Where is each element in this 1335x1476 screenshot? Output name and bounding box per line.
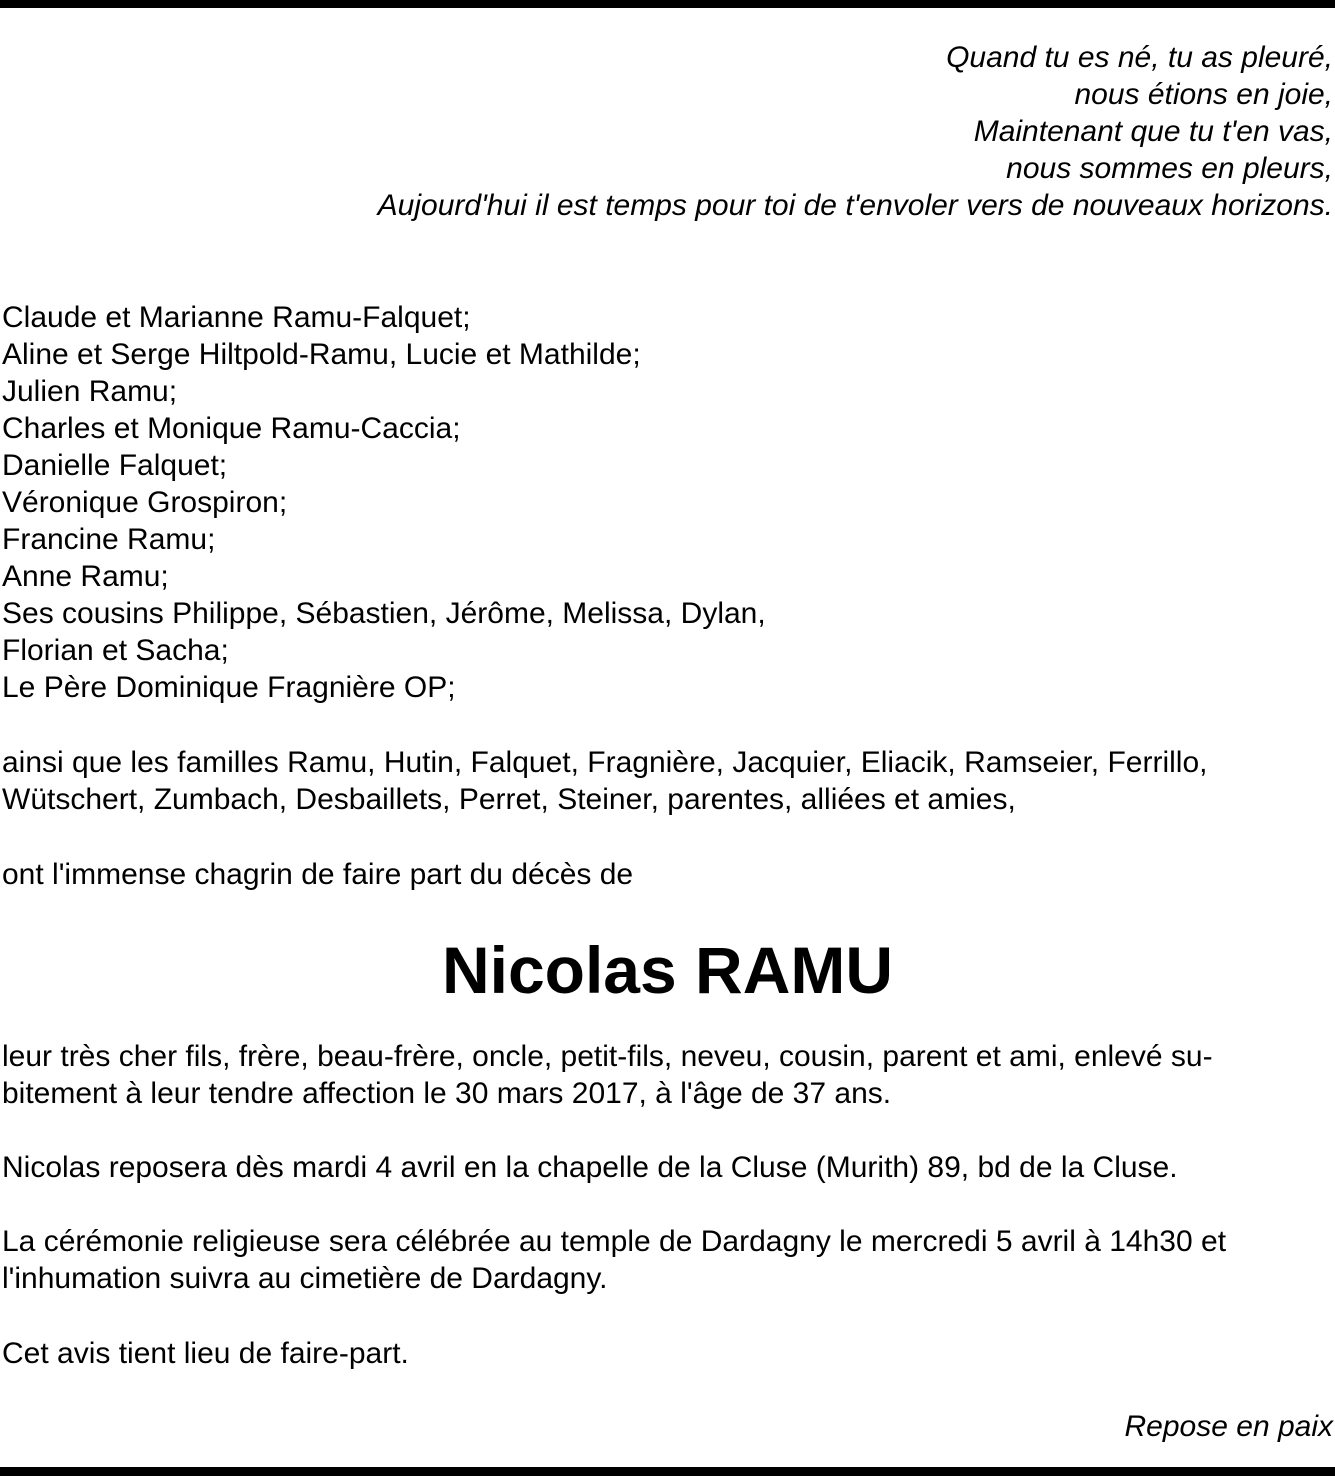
announcement-text: ont l'immense chagrin de faire part du décès de bbox=[2, 858, 634, 891]
family-list-item: Francine Ramu; bbox=[2, 523, 216, 556]
paragraph-line: ainsi que les familles Ramu, Hutin, Falquet, Fragnière, Jacquier, Eliacik, Ramseier, Ferrillo, bbox=[2, 746, 1208, 779]
relation-paragraph bbox=[2, 1038, 1213, 1112]
paragraph-line: bitement à leur tendre affection le 30 mars 2017, à l'âge de 37 ans. bbox=[2, 1077, 892, 1110]
family-list-item: Charles et Monique Ramu-Caccia; bbox=[2, 412, 461, 445]
poem-epigraph bbox=[378, 39, 1333, 224]
poem-line: Maintenant que tu t'en vas, bbox=[973, 115, 1333, 148]
closing-line: Repose en paix bbox=[1124, 1410, 1333, 1443]
deceased-name-heading: Nicolas RAMU bbox=[441, 933, 894, 1007]
ceremony-paragraph bbox=[2, 1223, 1226, 1297]
viewing-paragraph: Nicolas reposera dès mardi 4 avril en la chapelle de la Cluse (Murith) 89, bd de la Cluse. bbox=[2, 1151, 1178, 1184]
family-list-item: Anne Ramu; bbox=[2, 560, 169, 593]
poem-line: Quand tu es né, tu as pleuré, bbox=[946, 41, 1333, 74]
family-list-item: Véronique Grospiron; bbox=[2, 486, 288, 519]
family-list-item: Florian et Sacha; bbox=[2, 634, 229, 667]
poem-line: Aujourd'hui il est temps pour toi de t'envoler vers de nouveaux horizons. bbox=[377, 189, 1333, 222]
top-border-rule bbox=[0, 0, 1335, 8]
poem-line: nous étions en joie, bbox=[1074, 78, 1333, 111]
paragraph-line: Wütschert, Zumbach, Desbaillets, Perret, Steiner, parentes, alliées et amies, bbox=[2, 783, 1016, 816]
family-list-item: Julien Ramu; bbox=[2, 375, 178, 408]
paragraph-line: l'inhumation suivra au cimetière de Dardagny. bbox=[2, 1262, 608, 1295]
family-list bbox=[2, 299, 766, 706]
notice-paragraph: Cet avis tient lieu de faire-part. bbox=[2, 1337, 409, 1370]
paragraph-line: leur très cher fils, frère, beau-frère, oncle, petit-fils, neveu, cousin, parent et ami, enlevé su- bbox=[2, 1040, 1213, 1073]
extended-families-paragraph bbox=[2, 744, 1207, 818]
family-list-item: Claude et Marianne Ramu-Falquet; bbox=[2, 301, 471, 334]
family-list-item: Ses cousins Philippe, Sébastien, Jérôme, Melissa, Dylan, bbox=[2, 597, 766, 630]
family-list-item: Danielle Falquet; bbox=[2, 449, 228, 482]
bottom-border-rule bbox=[0, 1467, 1335, 1476]
poem-line: nous sommes en pleurs, bbox=[1006, 152, 1333, 185]
paragraph-line: La cérémonie religieuse sera célébrée au temple de Dardagny le mercredi 5 avril à 14h30 et bbox=[2, 1225, 1227, 1258]
family-list-item: Le Père Dominique Fragnière OP; bbox=[2, 671, 456, 704]
family-list-item: Aline et Serge Hiltpold-Ramu, Lucie et Mathilde; bbox=[2, 338, 641, 371]
